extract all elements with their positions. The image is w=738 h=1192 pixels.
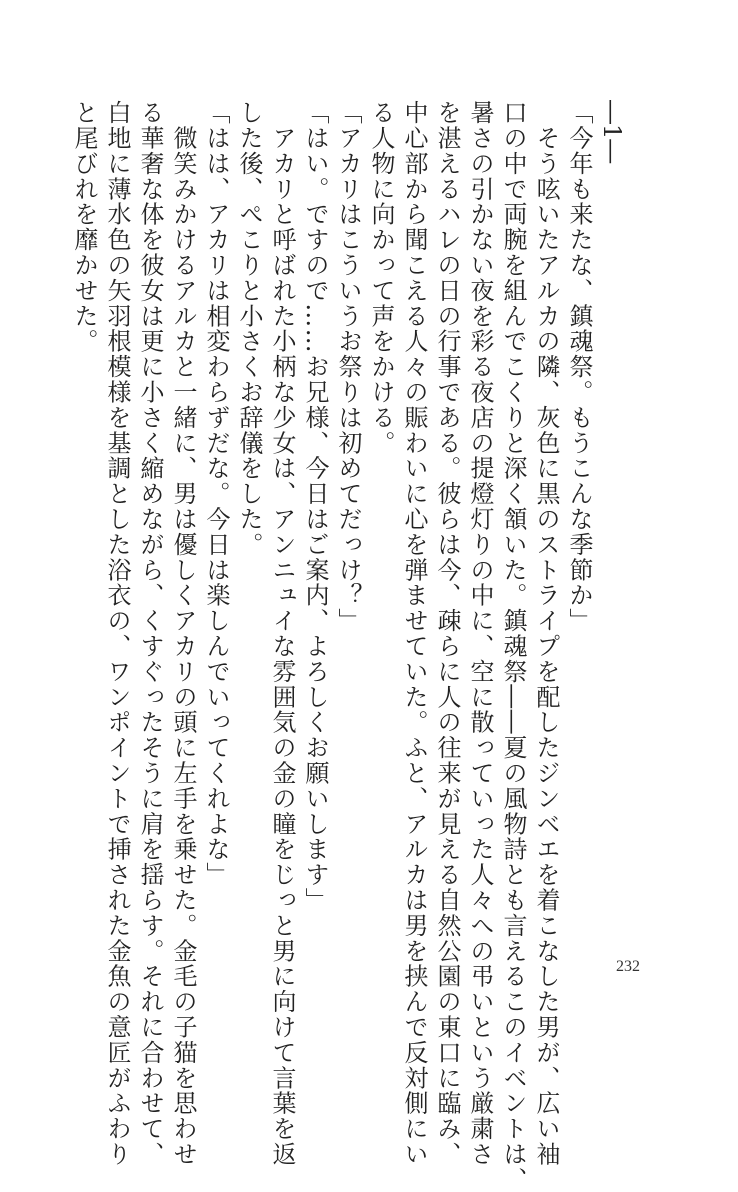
text-line: 「アカリはこういうお祭りは初めてだっけ？」 bbox=[334, 100, 362, 634]
text-line: 口の中で両腕を組んでこくりと深く頷いた。鎮魂祭――夏の風物詩とも言えるこのイベントは、 bbox=[499, 100, 527, 1192]
text-line: 「今年も来たな、鎮魂祭。もうこんな季節か」 bbox=[565, 100, 593, 634]
text-line: 白地に薄水色の矢羽根模様を基調とした浴衣の、ワンポイントで挿された金魚の意匠がふわり bbox=[103, 100, 131, 1167]
text-line: る華奢な体を彼女は更に小さく縮めながら、くすぐったそうに肩を揺らす。それに合わせて、 bbox=[136, 100, 164, 1167]
text-line: 暑さの引かない夜を彩る夜店の提燈灯りの中に、空に散っていった人々への弔いという厳粛さ bbox=[466, 100, 494, 1167]
text-line: した後、ぺこりと小さくお辞儀をした。 bbox=[235, 100, 263, 558]
text-line: と尾びれを靡かせた。 bbox=[70, 100, 98, 354]
text-line: アカリと呼ばれた小柄な少女は、アンニュイな雰囲気の金の瞳をじっと男に向けて言葉を返 bbox=[268, 100, 296, 1167]
page-number: 232 bbox=[616, 958, 640, 975]
text-line: 中心部から聞こえる人々の賑わいに心を弾ませていた。ふと、アルカは男を挟んで反対側にい bbox=[400, 100, 428, 1167]
text-line: 「はい。ですので……お兄様、今日はご案内、よろしくお願いします」 bbox=[301, 100, 329, 913]
text-line: る人物に向かって声をかける。 bbox=[367, 100, 395, 456]
text-line: 「はは、アカリは相変わらずだな。今日は楽しんでいってくれよな」 bbox=[202, 100, 230, 888]
text-line: そう呟いたアルカの隣、灰色に黒のストライプを配したジンベエを着こなした男が、広い袖 bbox=[532, 100, 560, 1167]
text-line: を湛えるハレの日の行事である。彼らは今、疎らに人の往来が見える自然公園の東口に臨み、 bbox=[433, 100, 461, 1167]
chapter-heading: ―1― bbox=[598, 100, 626, 164]
text-line: 微笑みかけるアルカと一緒に、男は優しくアカリの頭に左手を乗せた。金毛の子猫を思わせ bbox=[169, 100, 197, 1167]
